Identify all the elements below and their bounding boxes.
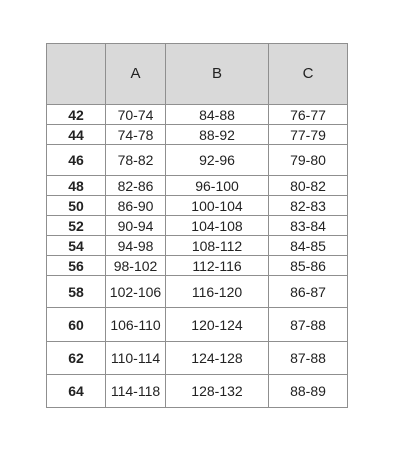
size-cell: 56 (47, 256, 106, 276)
header-row (47, 44, 348, 105)
size-cell: 60 (47, 308, 106, 342)
table-row (47, 176, 348, 196)
c-cell: 77-79 (269, 125, 348, 145)
b-cell: 84-88 (166, 105, 269, 125)
table-row (47, 256, 348, 276)
size-cell: 42 (47, 105, 106, 125)
b-cell: 124-128 (166, 342, 269, 375)
size-cell: 44 (47, 125, 106, 145)
c-cell: 87-88 (269, 342, 348, 375)
c-cell: 82-83 (269, 196, 348, 216)
size-cell: 52 (47, 216, 106, 236)
header-size (47, 44, 106, 105)
a-cell: 78-82 (106, 145, 166, 176)
a-cell: 94-98 (106, 236, 166, 256)
size-chart-table (46, 43, 348, 408)
size-cell: 62 (47, 342, 106, 375)
size-cell: 50 (47, 196, 106, 216)
c-cell: 79-80 (269, 145, 348, 176)
table-row (47, 125, 348, 145)
table-row (47, 236, 348, 256)
table-row (47, 342, 348, 375)
b-cell: 108-112 (166, 236, 269, 256)
a-cell: 86-90 (106, 196, 166, 216)
c-cell: 83-84 (269, 216, 348, 236)
a-cell: 74-78 (106, 125, 166, 145)
size-cell: 54 (47, 236, 106, 256)
b-cell: 116-120 (166, 276, 269, 308)
b-cell: 112-116 (166, 256, 269, 276)
a-cell: 90-94 (106, 216, 166, 236)
header-a: A (106, 44, 166, 105)
c-cell: 84-85 (269, 236, 348, 256)
table-row (47, 196, 348, 216)
b-cell: 96-100 (166, 176, 269, 196)
c-cell: 85-86 (269, 256, 348, 276)
c-cell: 87-88 (269, 308, 348, 342)
b-cell: 120-124 (166, 308, 269, 342)
c-cell: 80-82 (269, 176, 348, 196)
header-b: B (166, 44, 269, 105)
c-cell: 76-77 (269, 105, 348, 125)
a-cell: 110-114 (106, 342, 166, 375)
table-row (47, 276, 348, 308)
a-cell: 102-106 (106, 276, 166, 308)
size-cell: 64 (47, 375, 106, 408)
b-cell: 100-104 (166, 196, 269, 216)
c-cell: 88-89 (269, 375, 348, 408)
b-cell: 128-132 (166, 375, 269, 408)
table-row (47, 216, 348, 236)
table-row (47, 145, 348, 176)
table-row (47, 308, 348, 342)
table-row (47, 375, 348, 408)
b-cell: 92-96 (166, 145, 269, 176)
b-cell: 88-92 (166, 125, 269, 145)
table-row (47, 105, 348, 125)
a-cell: 70-74 (106, 105, 166, 125)
size-cell: 48 (47, 176, 106, 196)
b-cell: 104-108 (166, 216, 269, 236)
header-c: C (269, 44, 348, 105)
a-cell: 114-118 (106, 375, 166, 408)
size-cell: 58 (47, 276, 106, 308)
a-cell: 98-102 (106, 256, 166, 276)
c-cell: 86-87 (269, 276, 348, 308)
a-cell: 82-86 (106, 176, 166, 196)
size-cell: 46 (47, 145, 106, 176)
a-cell: 106-110 (106, 308, 166, 342)
